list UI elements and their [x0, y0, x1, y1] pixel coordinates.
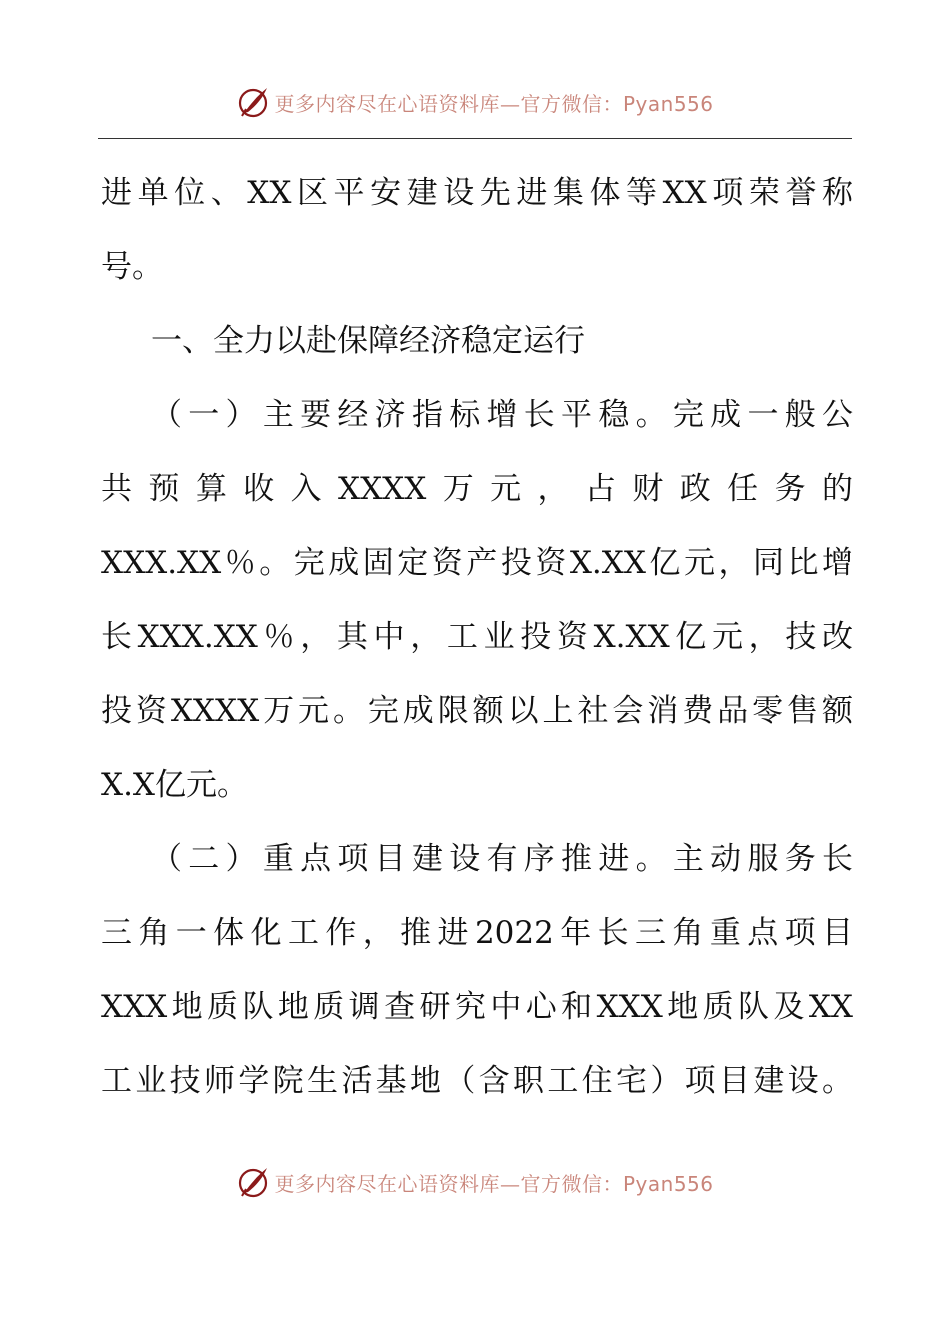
- header-divider: [98, 138, 852, 139]
- quill-logo-icon: [236, 85, 270, 119]
- header-watermark: [0, 82, 950, 122]
- footer-watermark: [0, 1162, 950, 1202]
- subsection-heading: （一）主要经济指标增长平稳。完成一般公: [151, 397, 853, 433]
- text-line: 号。: [101, 249, 163, 285]
- watermark-text: 更多内容尽在心语资料库—官方微信：Pyan556: [274, 91, 714, 116]
- text-line: XXX.XX％。完成固定资产投资X.XX亿元，同比增: [101, 545, 853, 581]
- text-line: 进单位、XX区平安建设先进集体等XX项荣誉称: [101, 175, 853, 211]
- text-line: 工业技师学院生活基地（含职工住宅）项目建设。: [101, 1063, 853, 1099]
- watermark-text: 更多内容尽在心语资料库—官方微信：Pyan556: [274, 1171, 714, 1196]
- text-line: XXX地质队地质调查研究中心和XXX地质队及XX: [101, 989, 853, 1025]
- text-line: X.X亿元。: [101, 767, 248, 803]
- subsection-heading: （二）重点项目建设有序推进。主动服务长: [151, 841, 853, 877]
- text-line: 投资XXXX万元。完成限额以上社会消费品零售额: [101, 693, 853, 729]
- quill-logo-icon: [236, 1165, 270, 1199]
- text-line: 共预算收入XXXX万元，占财政任务的: [101, 471, 853, 507]
- section-heading: 一、全力以赴保障经济稳定运行: [151, 323, 585, 359]
- text-line: 长XXX.XX％，其中，工业投资X.XX亿元，技改: [101, 619, 853, 655]
- text-line: 三角一体化工作，推进2022年长三角重点项目: [101, 915, 853, 951]
